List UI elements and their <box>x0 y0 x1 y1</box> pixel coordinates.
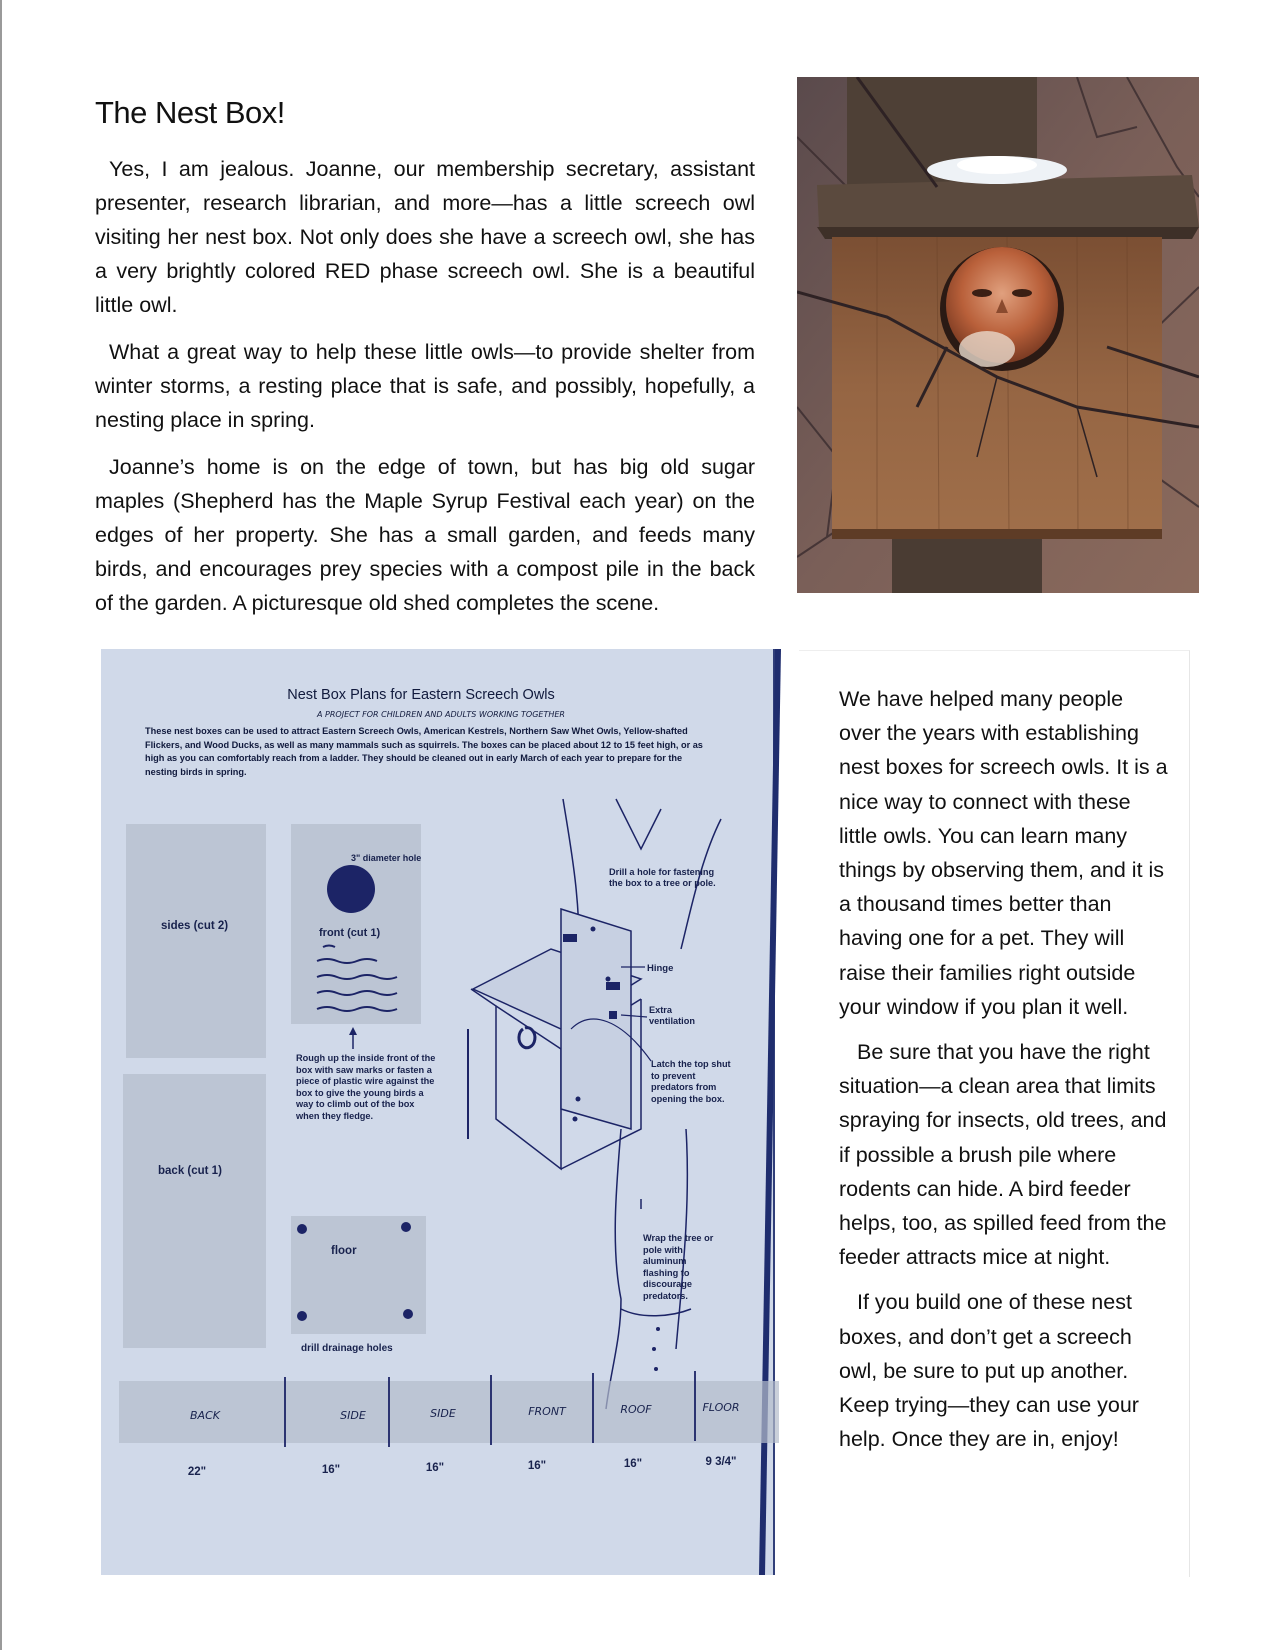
side-column-text <box>839 682 1169 1467</box>
back-piece <box>123 1074 266 1348</box>
intro-paragraph: Joanne’s home is on the edge of town, but has big old sugar maples (Shepherd has the Maple Syrup Festival each year) on the edges of her property. She has a small garden, and feeds many birds, and encourages prey species with a compost pile in the back of the garden. A picturesque old shed completes the scene. <box>95 455 755 615</box>
board-length: 16" <box>321 1464 341 1476</box>
sides-label: sides (cut 2) <box>161 920 229 932</box>
wrap-note: Wrap the tree or pole with aluminum flashing to discourage predators. <box>643 1233 714 1301</box>
drill-note: Drill a hole for fastening the box to a tree or pole. <box>609 867 716 888</box>
intro-paragraph: Yes, I am jealous. Joanne, our membership secretary, assistant presenter, research librarian, and more—has a little screech owl visiting her nest box. Not only does she have a screech owl, she has a very brightly colored RED phase screech owl. She is a beautiful little owl. <box>95 157 755 317</box>
plans-subtitle: A PROJECT FOR CHILDREN AND ADULTS WORKING TOGETHER <box>317 710 565 719</box>
board-label-floor: FLOOR <box>702 1401 740 1414</box>
board-label-side: SIDE <box>430 1407 456 1420</box>
board-length: 16" <box>527 1460 547 1472</box>
floor-label: floor <box>331 1245 357 1257</box>
side-paragraph: Be sure that you have the right situation—a clean area that limits spraying for insects, old trees, and if possible a brush pile where rodents can hide. A bird feeder helps, too, as spilled feed from the feeder attracts mice at night. <box>839 1040 1167 1270</box>
front-label: front (cut 1) <box>319 927 381 939</box>
hinge-label: Hinge <box>647 963 674 974</box>
front-note: Rough up the inside front of the box with saw marks or fasten a piece of plastic wire against the box to give the young birds a way to climb out of the box when they fledge. <box>296 1053 436 1121</box>
board-label-roof: ROOF <box>620 1403 652 1416</box>
side-paragraph: We have helped many people over the years with establishing nest boxes for screech owls. It is a nice way to connect with these little owls. You can learn many things by observing them, and it is a thousand times better than having one for a pet. They will raise their families right outside your window if you plan it well. <box>839 687 1168 1019</box>
intro-paragraph: What a great way to help these little owls—to provide shelter from winter storms, a resting place that is safe, and possibly, hopefully, a nesting place in spring. <box>95 340 755 432</box>
page-left-border <box>0 0 2 1650</box>
board-length: 22" <box>187 1466 207 1478</box>
plans-title: Nest Box Plans for Eastern Screech Owls <box>287 687 555 703</box>
board-label-front: FRONT <box>528 1405 566 1418</box>
board-length: 16" <box>425 1462 445 1474</box>
article-title: The Nest Box! <box>95 95 285 130</box>
plans-description: These nest boxes can be used to attract Eastern Screech Owls, American Kestrels, Northern Saw Whet Owls, Yellow-shafted Flickers, and Wood Ducks, as well as many mammals such as squirrels. The boxes can be placed about 12 to 15 feet high, or as high as you can comfortably reach from a ladder. They should be cleaned out in early March of each year to prepare for the nesting birds in spring. <box>145 726 703 777</box>
hole-label: 3" diameter hole <box>351 853 422 863</box>
drainage-label: drill drainage holes <box>301 1343 393 1354</box>
hole-circle <box>327 865 375 913</box>
ventilation-note: Extra ventilation <box>649 1005 695 1026</box>
latch-note: Latch the top shut to prevent predators from opening the box. <box>651 1059 731 1104</box>
back-label: back (cut 1) <box>158 1165 222 1177</box>
screech-owl-nest-box-photo <box>797 77 1199 593</box>
nest-box-plans-blueprint <box>101 649 799 1575</box>
board-label-back: BACK <box>190 1409 220 1422</box>
sides-piece <box>126 824 266 1058</box>
board-length: 16" <box>623 1458 643 1470</box>
side-paragraph: If you build one of these nest boxes, and don’t get a screech owl, be sure to put up another. Keep trying—they can use your help. Once they are in, enjoy! <box>839 1290 1139 1452</box>
board-label-side: SIDE <box>340 1409 366 1422</box>
intro-text <box>95 152 755 633</box>
board-length: 9 3/4" <box>705 1456 737 1468</box>
